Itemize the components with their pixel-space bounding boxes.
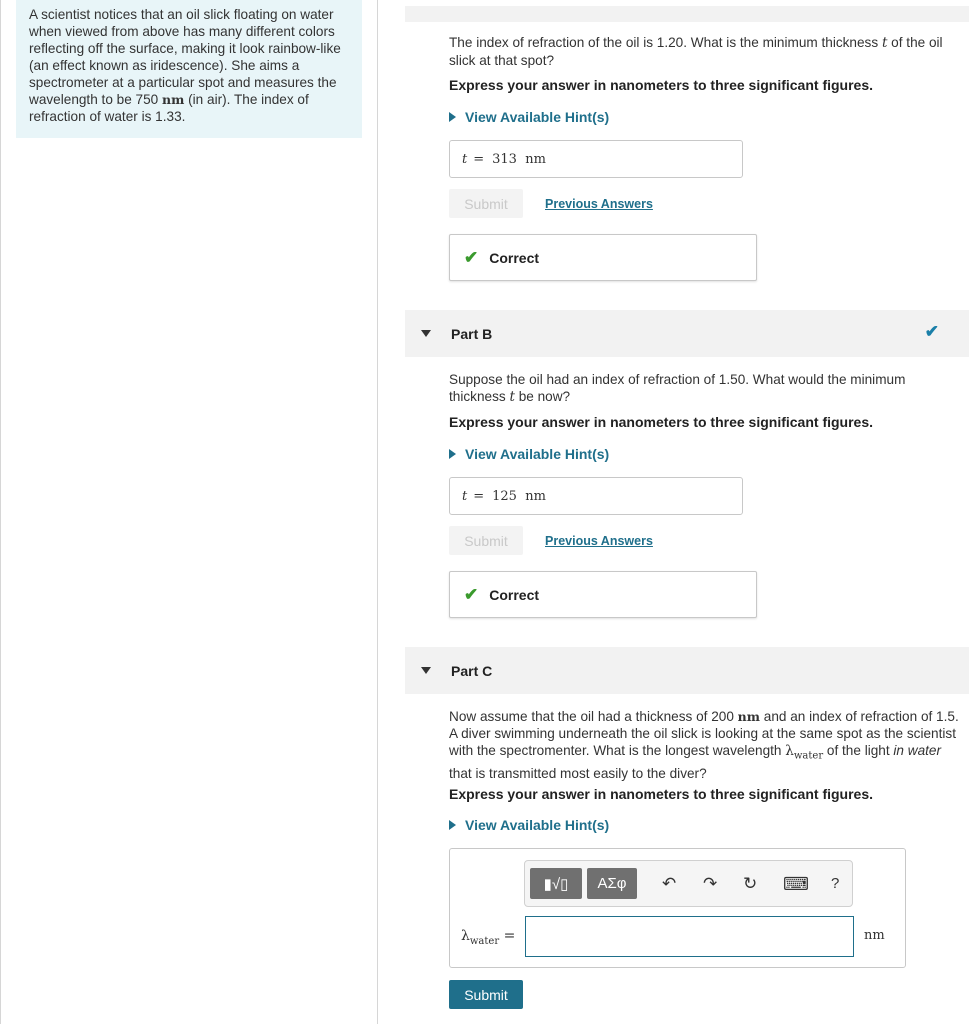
- part-a-answer-var: t: [462, 151, 468, 167]
- part-c-unit: nm: [864, 928, 885, 943]
- part-a-feedback-text: Correct: [489, 249, 540, 266]
- part-c-lambda-sub: water: [793, 750, 824, 762]
- part-a-previous-answers-link[interactable]: Previous Answers: [545, 197, 653, 211]
- part-b-answer-unit: nm: [525, 488, 546, 504]
- part-a-answer-eq: =: [473, 151, 485, 167]
- part-a-feedback: [449, 234, 757, 281]
- part-b-answer-field[interactable]: [449, 477, 743, 515]
- reset-icon[interactable]: ↻: [743, 874, 758, 893]
- part-a-submit-button[interactable]: Submit: [449, 189, 523, 218]
- part-b-question-text: Suppose the oil had an index of refraction of 1.50. What would the minimum thickness: [449, 372, 906, 404]
- part-b-answer-value: 125: [492, 488, 517, 504]
- part-a-hint-link[interactable]: [449, 109, 609, 125]
- part-c-question-text-3: of the light: [823, 743, 894, 758]
- part-b-feedback: [449, 571, 757, 618]
- problem-rest: (in air). The index of refraction of water is 1.33.: [29, 92, 309, 124]
- part-b-var: t: [509, 389, 515, 405]
- part-c-header[interactable]: [405, 647, 969, 694]
- redo-icon[interactable]: ↷: [703, 874, 718, 893]
- part-a-header-bar: [405, 6, 969, 22]
- part-c-hint-link[interactable]: [449, 817, 609, 833]
- lambda-subscript: water: [469, 935, 500, 947]
- help-button[interactable]: ?: [831, 875, 840, 892]
- part-b-submit-button[interactable]: Submit: [449, 526, 523, 555]
- left-edge-line: [0, 0, 1, 1024]
- symbols-button[interactable]: ΑΣφ: [587, 868, 637, 899]
- part-b-hint-link[interactable]: [449, 446, 609, 462]
- panel-divider: [377, 0, 378, 1024]
- completed-check-icon: ✔: [924, 322, 939, 341]
- part-a-question-end: of the oil slick at that spot?: [449, 35, 943, 68]
- part-b-previous-answers-link[interactable]: Previous Answers: [545, 534, 653, 548]
- part-b-hint-label: View Available Hint(s): [465, 446, 610, 462]
- part-c-question-unit: nm: [737, 709, 760, 724]
- problem-unit: nm: [162, 92, 185, 107]
- part-b-question-end: be now?: [514, 389, 571, 404]
- problem-intro: A scientist notices that an oil slick floating on water when viewed from above has many different colors reflecting off the surface, making it look rainbow-like (an effect known as iridescence). She aims a spectrometer at a particular spot and measures the wavelength to be 750: [29, 7, 341, 107]
- part-b-answer-eq: =: [473, 488, 485, 504]
- part-a-question: [449, 34, 964, 69]
- part-c-title: Part C: [451, 662, 493, 679]
- part-a-instruction: Express your answer in nanometers to three significant figures.: [449, 77, 874, 93]
- part-c-question-emph: in water: [893, 743, 942, 758]
- part-c-lambda: λ: [785, 743, 794, 759]
- part-c-question: [449, 708, 964, 782]
- part-b-instruction: Express your answer in nanometers to three significant figures.: [449, 414, 874, 430]
- part-a-var: t: [881, 35, 888, 51]
- lambda-symbol: λ: [461, 928, 470, 944]
- part-a-answer-value: 313: [492, 151, 517, 167]
- keyboard-icon[interactable]: ⌨: [783, 874, 809, 894]
- part-c-answer-input[interactable]: [525, 916, 854, 957]
- expand-triangle-icon: [449, 449, 456, 459]
- part-b-header[interactable]: [405, 310, 969, 357]
- lambda-water-label: [461, 928, 515, 947]
- templates-button[interactable]: ▮√▯: [530, 868, 582, 899]
- collapse-caret-icon: [421, 667, 431, 674]
- lambda-equals: =: [503, 928, 516, 944]
- collapse-caret-icon: [421, 330, 431, 337]
- part-a-question-text: The index of refraction of the oil is 1.20. What is the minimum thickness: [449, 35, 882, 50]
- expand-triangle-icon: [449, 820, 456, 830]
- part-c-question-text-2: and an index of refraction of 1.5. A diver swimming underneath the oil slick is looking at the same spot as the scientist with the spectromenter. What is the longest wavelength: [449, 709, 959, 758]
- undo-icon[interactable]: ↶: [662, 874, 677, 893]
- check-icon: ✔: [464, 584, 479, 604]
- part-b-question: [449, 371, 964, 406]
- part-a-answer-field[interactable]: [449, 140, 743, 178]
- part-c-question-text-4: that is transmitted most easily to the diver?: [449, 765, 707, 781]
- part-c-submit-button[interactable]: Submit: [449, 980, 523, 1009]
- part-b-feedback-text: Correct: [489, 586, 540, 603]
- expand-triangle-icon: [449, 112, 456, 122]
- part-a-hint-label: View Available Hint(s): [465, 109, 610, 125]
- problem-statement: [16, 0, 362, 138]
- part-b-answer-var: t: [462, 488, 468, 504]
- check-icon: ✔: [464, 247, 479, 267]
- part-c-hint-label: View Available Hint(s): [465, 817, 610, 833]
- part-b-title: Part B: [451, 325, 493, 342]
- part-c-instruction: Express your answer in nanometers to three significant figures.: [449, 786, 874, 802]
- part-a-answer-unit: nm: [525, 151, 546, 167]
- part-c-question-text: Now assume that the oil had a thickness of 200: [449, 709, 738, 724]
- math-toolbar: [524, 860, 853, 907]
